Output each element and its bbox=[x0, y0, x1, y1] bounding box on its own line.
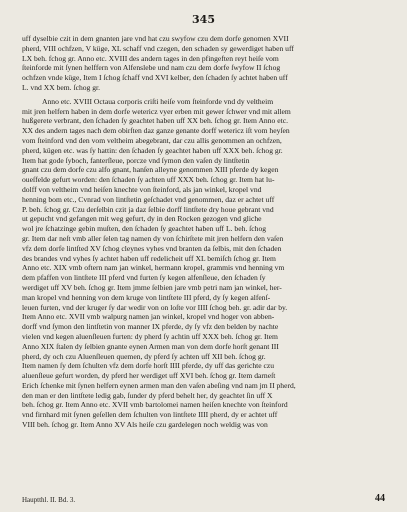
text-line: XX des andern tages nach dem obirſten daz ganze genante dorff wetericz iſt vom heyſen bbox=[22, 126, 290, 136]
text-line: hußgerete verbrant, den ſchaden ſy geachtet haben uff XX beh. ſchog gr. Item Anno etc. bbox=[22, 116, 288, 126]
text-line: dem pfaffen von lintſtete III pferd vnd furten ſy kegen alfenſleue, den ſchaden ſy bbox=[22, 273, 266, 283]
text-line: Item Anno etc. XVII vmb walpurg namen jan winkel, kropel vnd hoger von abben- bbox=[22, 312, 275, 322]
text-line: Anno etc. XVIII Octaua corporis criſti heiſe vom ſteinforde vnd dy veltheim bbox=[42, 96, 274, 106]
text-line: LX beh. fchog gr. Anno etc. XVIII des andern tages in den pfingeften reyt heiſe vom bbox=[22, 53, 279, 63]
footer-number: 44 bbox=[375, 493, 385, 504]
text-line: leuen furten, vnd der kruger ſy dar wedir von on loſte vor IIII ſchog beh. gr. adir dar by. bbox=[22, 302, 288, 312]
text-line: VIII beh. ſchog gr. Item Anno XV Als heiſe czu gardelegen noch weldig was von bbox=[22, 420, 268, 430]
text-line: aluenſleue gefurt worden, dy pferd her werdiget uff XVI beh. ſchog gr. Item darneſt bbox=[22, 371, 276, 381]
text-line: gnant czu dem dorfe czu alfo gnant, hanſen alleyne genommen XIII pferde dy kegen bbox=[22, 165, 279, 175]
text-line: vnd firnhard mit ſynen geſellen dem ſchulten von lintſtete IIII pherd, dy er achtet uff bbox=[22, 410, 278, 420]
text-line: Erich ſchenke mit ſynen helfern eynen armen man den vaſen abeſing vnd nam jm II pherd, bbox=[22, 380, 296, 390]
text-line: vfz dem dorfe lintſted XV ſchog cleynes vyhes vnd branten da ſelbis, mit den ſchaden bbox=[22, 243, 282, 253]
text-line: vielen vnd kegen aluenſleuen furten: dy pherd ſy achtin uff XXX beh. ſchog gr. Item bbox=[22, 331, 278, 341]
text-line: Anno XIX ſtalen dy ſelbien gnante eynen Armen man von dem dorfe horſt genant III bbox=[22, 341, 279, 351]
text-line: ſteinforde mit ſynen helffern von Alfenslebe und nam czu dem dorfe ſwyfow II ſchog bbox=[22, 63, 281, 73]
text-line: Anno etc. XIX vmb oftern nam jan winkel, hermann kropel, grammis vnd henning vm bbox=[22, 263, 285, 273]
text-line: gr. Item dar neſt vmb aller ſelen tag namen dy von ſchirſtete mit jren helfern den vaſen bbox=[22, 233, 284, 243]
text-line: ochfzen vnde küge, Item I ſchog ſchaff vnd XVI kelber, den ſchaden ſy achtet haben uff bbox=[22, 73, 288, 83]
paragraph-1 bbox=[22, 34, 385, 93]
page-footer bbox=[22, 493, 385, 504]
text-line: pherd, kügen etc. was ſy hattin: den ſchaden ſy geachtet haben uff XXX beh. ſchog gr. bbox=[22, 145, 283, 155]
text-line: dorff vnd ſymon den lintſtetin von manner IX pferde, dy ſy vfz den belden by nachte bbox=[22, 322, 279, 332]
text-line: ut gepucht vnd gefangen mit weg gefurt, dy in den Rocken gezogen vnd gliche bbox=[22, 214, 262, 224]
text-line: pherd, VIII ochfzen, V küge, XL schaff vnd czegen, den schaden sy gewerdiget haben uff bbox=[22, 43, 294, 53]
text-line: L. vnd XX bem. ſchog gr. bbox=[22, 82, 101, 92]
text-line: werdiget uff XV beh. ſchog gr. Item jmme ſelbien jare vmb petri nam jan winkel, her- bbox=[22, 282, 282, 292]
text-line: Item namen ſy dem ſchulten vfz dem dorfe horſt IIII pferde, dy uff das gerichte czu bbox=[22, 361, 275, 371]
page-number: 345 bbox=[192, 13, 215, 26]
text-line: dolff von veltheim vnd heiſen knechte von ſteinford, als jan winkel, kropel vnd bbox=[22, 184, 262, 194]
text-line: wol jre ſchatzinge gebin muſten, den ſchaden ſy geachtet haben uff L. beh. ſchog bbox=[22, 224, 267, 234]
text-line: des brandes vnd vyhes ſy achtet haben uff redelicheit uff XL bemiſch ſchog gr. Item bbox=[22, 253, 276, 263]
signature-mark: Hauptthl. II. Bd. 3. bbox=[22, 496, 76, 504]
text-line: pherd, dy och czu Aluenſleuen quemen, dy pferd ſy achten uff XII beh. ſchog gr. bbox=[22, 351, 266, 361]
text-line: P. beh. ſchog gr. Czu derſelbin czit ja daz ſelbie dorff lintſtete dry houe gebrant vnd bbox=[22, 204, 274, 214]
paragraph-2 bbox=[22, 97, 385, 430]
text-line: den man er den lintſtete ledig gab, ſunder dy pferd behelt her, dy geachtet ſin uff X bbox=[22, 390, 273, 400]
text-line: beh. ſchog gr. Item Anno etc. XVII vmb bartolomei namen heiſen knechte von ſteinford bbox=[22, 400, 288, 410]
text-line: henning bom etc., Cvnrad von lintſtetin geſchadet vnd genommen, daz er achtet uff bbox=[22, 194, 275, 204]
text-line: Item hat gode ſyboch, fanterſleue, porcze vnd ſymon den vaſen dy lintſtetin bbox=[22, 155, 250, 165]
text-line: vom ſteinford vnd den vom veltheim abegebrant, dar czu allis genommen an ochfzen, bbox=[22, 135, 282, 145]
text-line: man kropel vnd henning von dem kruge von lintſtete III pferd, dy ſy kegen alfenſ- bbox=[22, 292, 271, 302]
text-line: oueſfelde gefurt worden: den ſchaden ſy achten uff XXX beh. ſchog gr. Item hat lu- bbox=[22, 175, 275, 185]
text-line: uff dyselbie czit in dem gnanten jare vnd hat czu swyfow czu dem dorfe genomen XVII bbox=[22, 34, 289, 43]
text-line: mit jren helfern haben in dem dorfe wetericz vyer erben mit gewer ſchwer vnd mit allem bbox=[22, 106, 291, 116]
